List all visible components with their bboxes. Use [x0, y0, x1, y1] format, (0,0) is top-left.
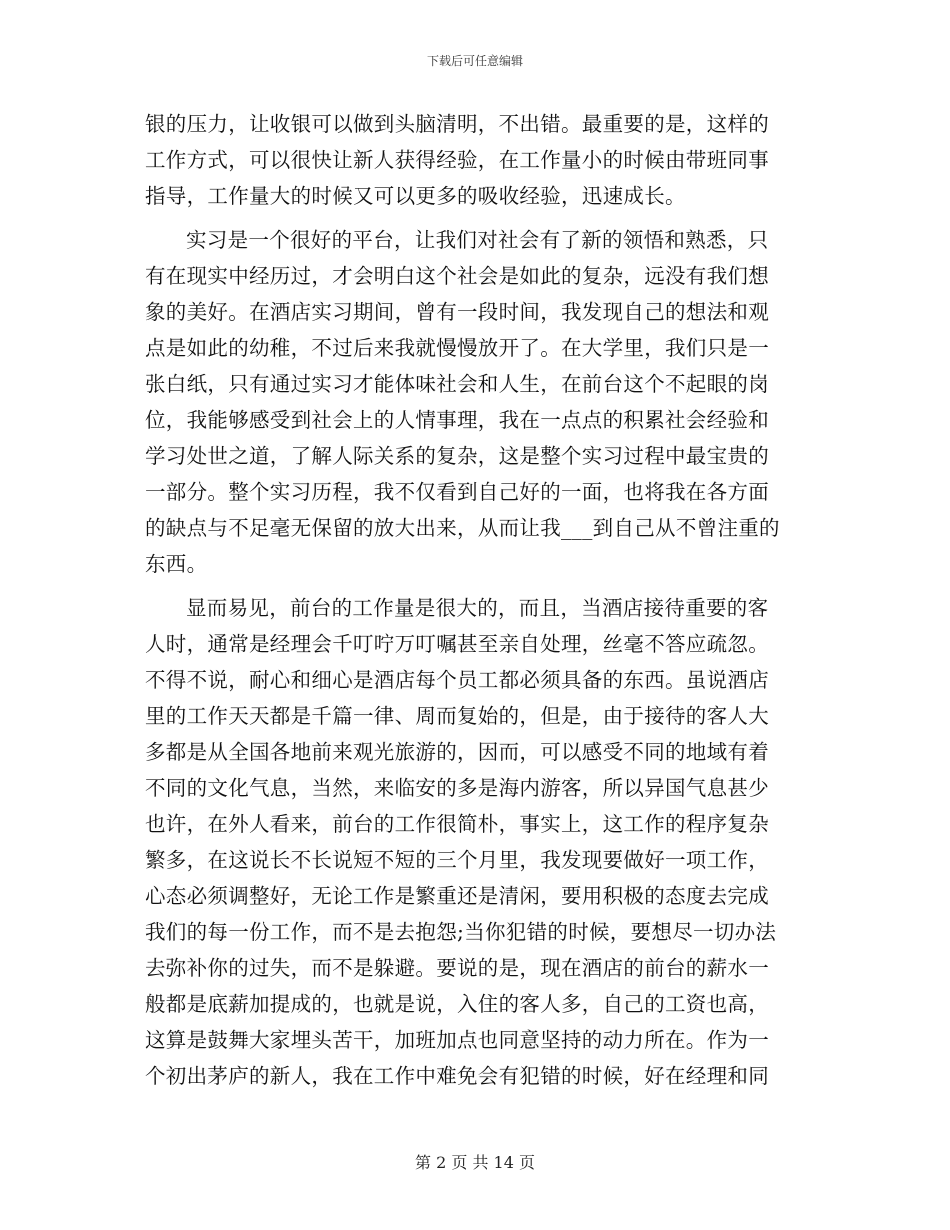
text-line: 工作方式，可以很快让新人获得经验，在工作量小的时候由带班同事	[145, 148, 769, 172]
text-line: 指导，工作量大的时候又可以更多的吸收经验，迅速成长。	[145, 184, 686, 208]
text-line: 位，我能够感受到社会上的人情事理，我在一点点的积累社会经验和	[145, 408, 769, 432]
text-line: 也许，在外人看来，前台的工作很简朴，事实上，这工作的程序复杂	[145, 812, 769, 836]
text-line: 有在现实中经历过，才会明白这个社会是如此的复杂，远没有我们想	[145, 264, 769, 288]
text-line: 去弥补你的过失，而不是躲避。要说的是，现在酒店的前台的薪水一	[145, 956, 769, 980]
text-line: 人时，通常是经理会千叮咛万叮嘱甚至亲自处理，丝毫不答应疏忽。	[145, 632, 769, 656]
text-line: 显而易见，前台的工作量是很大的，而且，当酒店接待重要的客	[186, 596, 769, 620]
text-line: 心态必须调整好，无论工作是繁重还是清闲，要用积极的态度去完成	[145, 884, 769, 908]
page-header: 下载后可任意编辑	[426, 54, 523, 68]
text-line: 点是如此的幼稚，不过后来我就慢慢放开了。在大学里，我们只是一	[145, 336, 769, 360]
text-line: 我们的每一份工作，而不是去抱怨;当你犯错的时候，要想尽一切办法	[145, 920, 777, 944]
text-line: 的缺点与不足毫无保留的放大出来，从而让我___到自己从不曾注重的	[145, 516, 780, 540]
text-line: 象的美好。在酒店实习期间，曾有一段时间，我发现自己的想法和观	[145, 300, 769, 324]
text-line: 一部分。整个实习历程，我不仅看到自己好的一面，也将我在各方面	[145, 480, 769, 504]
text-line: 不得不说，耐心和细心是酒店每个员工都必须具备的东西。虽说酒店	[145, 668, 769, 692]
text-line: 繁多，在这说长不长说短不短的三个月里，我发现要做好一项工作，	[145, 848, 769, 872]
text-line: 个初出茅庐的新人，我在工作中难免会有犯错的时候，好在经理和同	[145, 1064, 769, 1088]
text-line: 实习是一个很好的平台，让我们对社会有了新的领悟和熟悉，只	[186, 228, 769, 252]
paragraph	[145, 590, 805, 1094]
paragraph	[145, 106, 805, 214]
document-body	[145, 106, 805, 1094]
text-line: 这算是鼓舞大家埋头苦干，加班加点也同意坚持的动力所在。作为一	[145, 1028, 769, 1052]
text-line: 东西。	[145, 552, 208, 576]
text-line: 多都是从全国各地前来观光旅游的，因而，可以感受不同的地域有着	[145, 740, 769, 764]
paragraph	[145, 222, 805, 582]
page-number: 第 2 页 共 14 页	[415, 1153, 535, 1172]
text-line: 般都是底薪加提成的，也就是说，入住的客人多，自己的工资也高，	[145, 992, 769, 1016]
text-line: 里的工作天天都是千篇一律、周而复始的，但是，由于接待的客人大	[145, 704, 769, 728]
text-line: 学习处世之道，了解人际关系的复杂，这是整个实习过程中最宝贵的	[145, 444, 769, 468]
text-line: 不同的文化气息，当然，来临安的多是海内游客，所以异国气息甚少	[145, 776, 769, 800]
text-line: 银的压力，让收银可以做到头脑清明，不出错。最重要的是，这样的	[145, 112, 769, 136]
text-line: 张白纸，只有通过实习才能体味社会和人生，在前台这个不起眼的岗	[145, 372, 769, 396]
